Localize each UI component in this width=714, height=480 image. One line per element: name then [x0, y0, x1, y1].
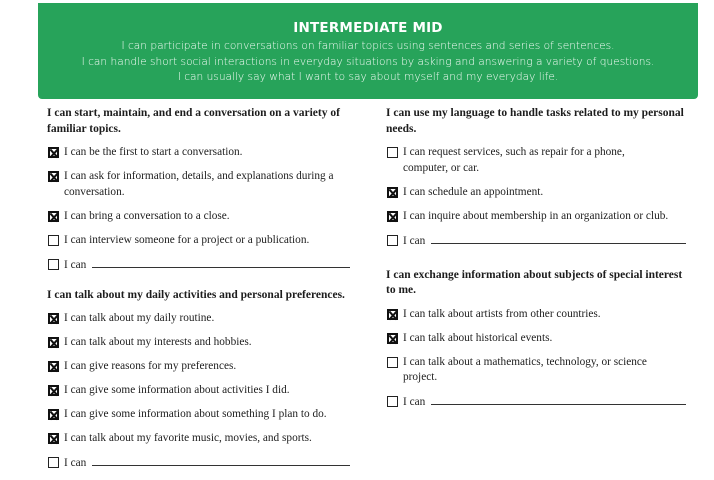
checklist-item — [47, 169, 354, 200]
item-label: I can inquire about membership in an organization or club. — [403, 209, 669, 222]
section-special-interest — [386, 268, 706, 411]
checkbox[interactable] — [387, 187, 398, 198]
checkbox[interactable] — [48, 235, 59, 246]
checklist-item — [386, 145, 663, 176]
checklist-item — [47, 233, 367, 249]
item-label: I can — [64, 457, 87, 469]
checkbox[interactable] — [48, 171, 59, 182]
checkbox[interactable] — [48, 409, 59, 420]
checklist-item — [47, 311, 367, 327]
checkbox[interactable] — [48, 337, 59, 348]
checklist-item — [47, 145, 367, 161]
item-label: I can — [64, 258, 87, 271]
item-label: I can talk about my daily routine. — [64, 312, 215, 324]
checklist-item — [47, 455, 367, 472]
checklist-item — [47, 407, 367, 423]
item-label: I can talk about artists from other countries. — [403, 307, 601, 320]
checkbox[interactable] — [387, 396, 398, 407]
checkbox[interactable] — [48, 361, 59, 372]
checklist-item — [386, 185, 706, 201]
checkbox[interactable] — [48, 211, 59, 222]
section-daily-activities — [47, 288, 367, 472]
item-label: I can bring a conversation to a close. — [64, 209, 230, 222]
checkbox[interactable] — [387, 211, 398, 222]
checkbox[interactable] — [48, 259, 59, 270]
banner-line: I can usually say what I want to say about myself and my everyday life. — [177, 71, 559, 83]
checklist-item — [386, 394, 706, 411]
checkbox[interactable] — [387, 235, 398, 246]
checklist-item — [47, 359, 367, 375]
fill-in-blank[interactable] — [92, 455, 350, 466]
checkbox[interactable] — [387, 147, 398, 158]
item-label: I can request services, such as repair for a phone, computer, or car. — [403, 146, 625, 174]
banner-title: INTERMEDIATE MID — [293, 20, 443, 36]
item-label: I can be the first to start a conversation. — [64, 146, 243, 158]
fill-in-blank[interactable] — [431, 394, 686, 405]
checklist-item — [47, 209, 367, 225]
section-title: I can exchange information about subjects of special interest to me. — [386, 268, 683, 296]
checklist-item — [47, 335, 367, 351]
checkbox[interactable] — [48, 433, 59, 444]
fill-in-blank[interactable] — [431, 233, 686, 244]
item-label: I can ask for information, details, and explanations during a conversation. — [64, 170, 334, 198]
banner-line: I can participate in conversations on familiar topics using sentences and series of sentences. — [121, 40, 615, 52]
item-label: I can talk about my interests and hobbies. — [64, 336, 252, 348]
checklist-item — [47, 383, 367, 399]
checklist-item — [386, 331, 706, 347]
item-label: I can talk about a mathematics, technology, or science project. — [403, 355, 647, 383]
checklist-item — [386, 307, 706, 323]
banner-line: I can handle short social interactions in everyday situations by asking and answering a variety of questions. — [81, 55, 655, 68]
checkbox[interactable] — [48, 313, 59, 324]
checklist-item — [386, 209, 683, 225]
item-label: I can give reasons for my preferences. — [64, 360, 237, 372]
checklist-item — [386, 355, 653, 386]
section-title: I can start, maintain, and end a conversation on a variety of familiar topics. — [47, 107, 340, 135]
checklist-item — [47, 257, 367, 274]
right-column — [386, 106, 706, 419]
item-label: I can — [403, 234, 426, 247]
item-label: I can give some information about activities I did. — [64, 384, 290, 396]
left-column — [47, 106, 367, 480]
checklist-item — [386, 233, 706, 250]
item-label: I can — [403, 396, 426, 408]
checkbox[interactable] — [387, 333, 398, 344]
item-label: I can talk about historical events. — [403, 331, 553, 344]
checkbox[interactable] — [48, 147, 59, 158]
item-label: I can schedule an appointment. — [403, 185, 544, 198]
section-title: I can talk about my daily activities and personal preferences. — [47, 288, 345, 301]
checkbox[interactable] — [387, 357, 398, 368]
section-conversation — [47, 106, 367, 273]
item-label: I can give some information about something I plan to do. — [64, 408, 327, 420]
item-label: I can interview someone for a project or a publication. — [64, 233, 310, 246]
checkbox[interactable] — [387, 309, 398, 320]
checkbox[interactable] — [48, 385, 59, 396]
section-personal-needs — [386, 106, 706, 249]
section-title: I can use my language to handle tasks related to my personal needs. — [386, 107, 684, 135]
fill-in-blank[interactable] — [92, 257, 350, 268]
checklist-item — [47, 431, 367, 447]
level-banner — [38, 3, 698, 99]
item-label: I can talk about my favorite music, movies, and sports. — [64, 432, 312, 444]
